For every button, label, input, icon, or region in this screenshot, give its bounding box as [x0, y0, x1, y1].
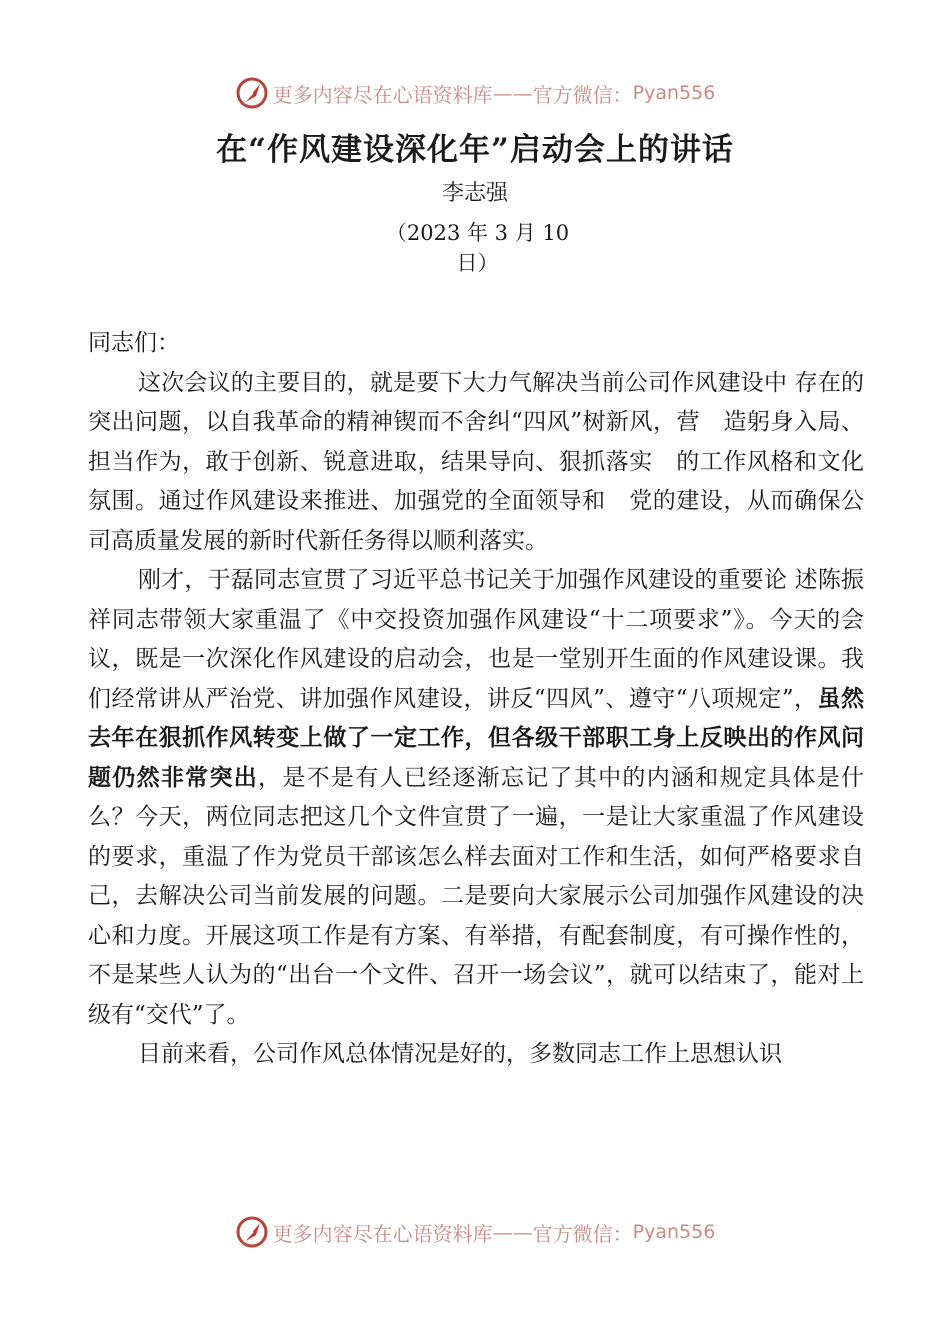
document-date	[370, 218, 585, 278]
paragraph-2-bold: 虽然去年在狠抓作风转变上做了一定工作，但各级干部职工身上反映出的作风问题仍然非常突出	[88, 685, 865, 791]
document-title: 在“作风建设深化年”启动会上的讲话	[216, 132, 734, 168]
paragraph-2-start: 刚才，于磊同志宣贯了习近平总书记关于加强作风建设的重要论 述陈振祥同志带领大家重温了《中交投资加强作风建设“十二项要求”》。今天的会议，既是一次深化作风建设的启动会，也是一堂别开生面的作风建设课。我们经常讲从严治党、讲加强作风建设，讲反“四风”、遵守“八项规定”，	[88, 567, 864, 712]
document-body	[88, 324, 864, 1075]
quill-pen-logo-icon	[235, 76, 269, 110]
header-watermark-banner	[0, 73, 950, 113]
paragraph-3: 目前来看，公司作风总体情况是好的，多数同志工作上思想认识	[138, 1041, 782, 1067]
paragraph-2	[88, 561, 864, 1035]
salutation: 同志们：	[88, 330, 180, 356]
document-author: 李志强	[441, 181, 508, 206]
paragraph-2-end: ，是不是有人已经逐渐忘记了其中的内涵和规定具体是什么？今天，两位同志把这几个文件宣贯了一遍，一是让大家重温了作风建设的要求，重温了作为党员干部该怎么样去面对工作和生活，如何严格要求自己，去解决公司当前发展的问题。二是要向大家展示公司加强作风建设的决心和力度。开展这项工作是有方案、有举措，有配套制度，有可操作性的，不是某些人认为的“出台一个文件、召开一场会议”，就可以结束了，能对上级有“交代”了。	[88, 764, 865, 1028]
banner-wechat-label: 官方微信：	[532, 82, 633, 107]
date-line-1: （2023 年 3 月 10	[385, 221, 570, 245]
banner-wechat-id: Pyan556	[632, 82, 716, 104]
date-line-2: 日）	[456, 251, 499, 275]
banner-dash: ——	[492, 1220, 533, 1244]
banner-dash: ——	[492, 81, 533, 105]
quill-pen-logo-icon	[235, 1215, 269, 1249]
banner-text: 更多内容尽在心语资料库	[272, 1221, 493, 1246]
footer-watermark-banner	[0, 1212, 950, 1252]
banner-wechat-id: Pyan556	[632, 1221, 716, 1243]
banner-wechat-label: 官方微信：	[532, 1221, 633, 1246]
banner-text: 更多内容尽在心语资料库	[272, 82, 493, 107]
paragraph-1: 这次会议的主要目的，就是要下大力气解决当前公司作风建设中 存在的突出问题，以自我革命的精神锲而不舍纠“四风”树新风，营 造躬身入局、担当作为，敢于创新、锐意进取，结果导向、狠抓落实 的工作风格和文化氛围。通过作风建设来推进、加强党的全面领导和 党的建设，从而确保公司高质量发展的新时代新任务得以顺利落实。	[88, 369, 864, 554]
